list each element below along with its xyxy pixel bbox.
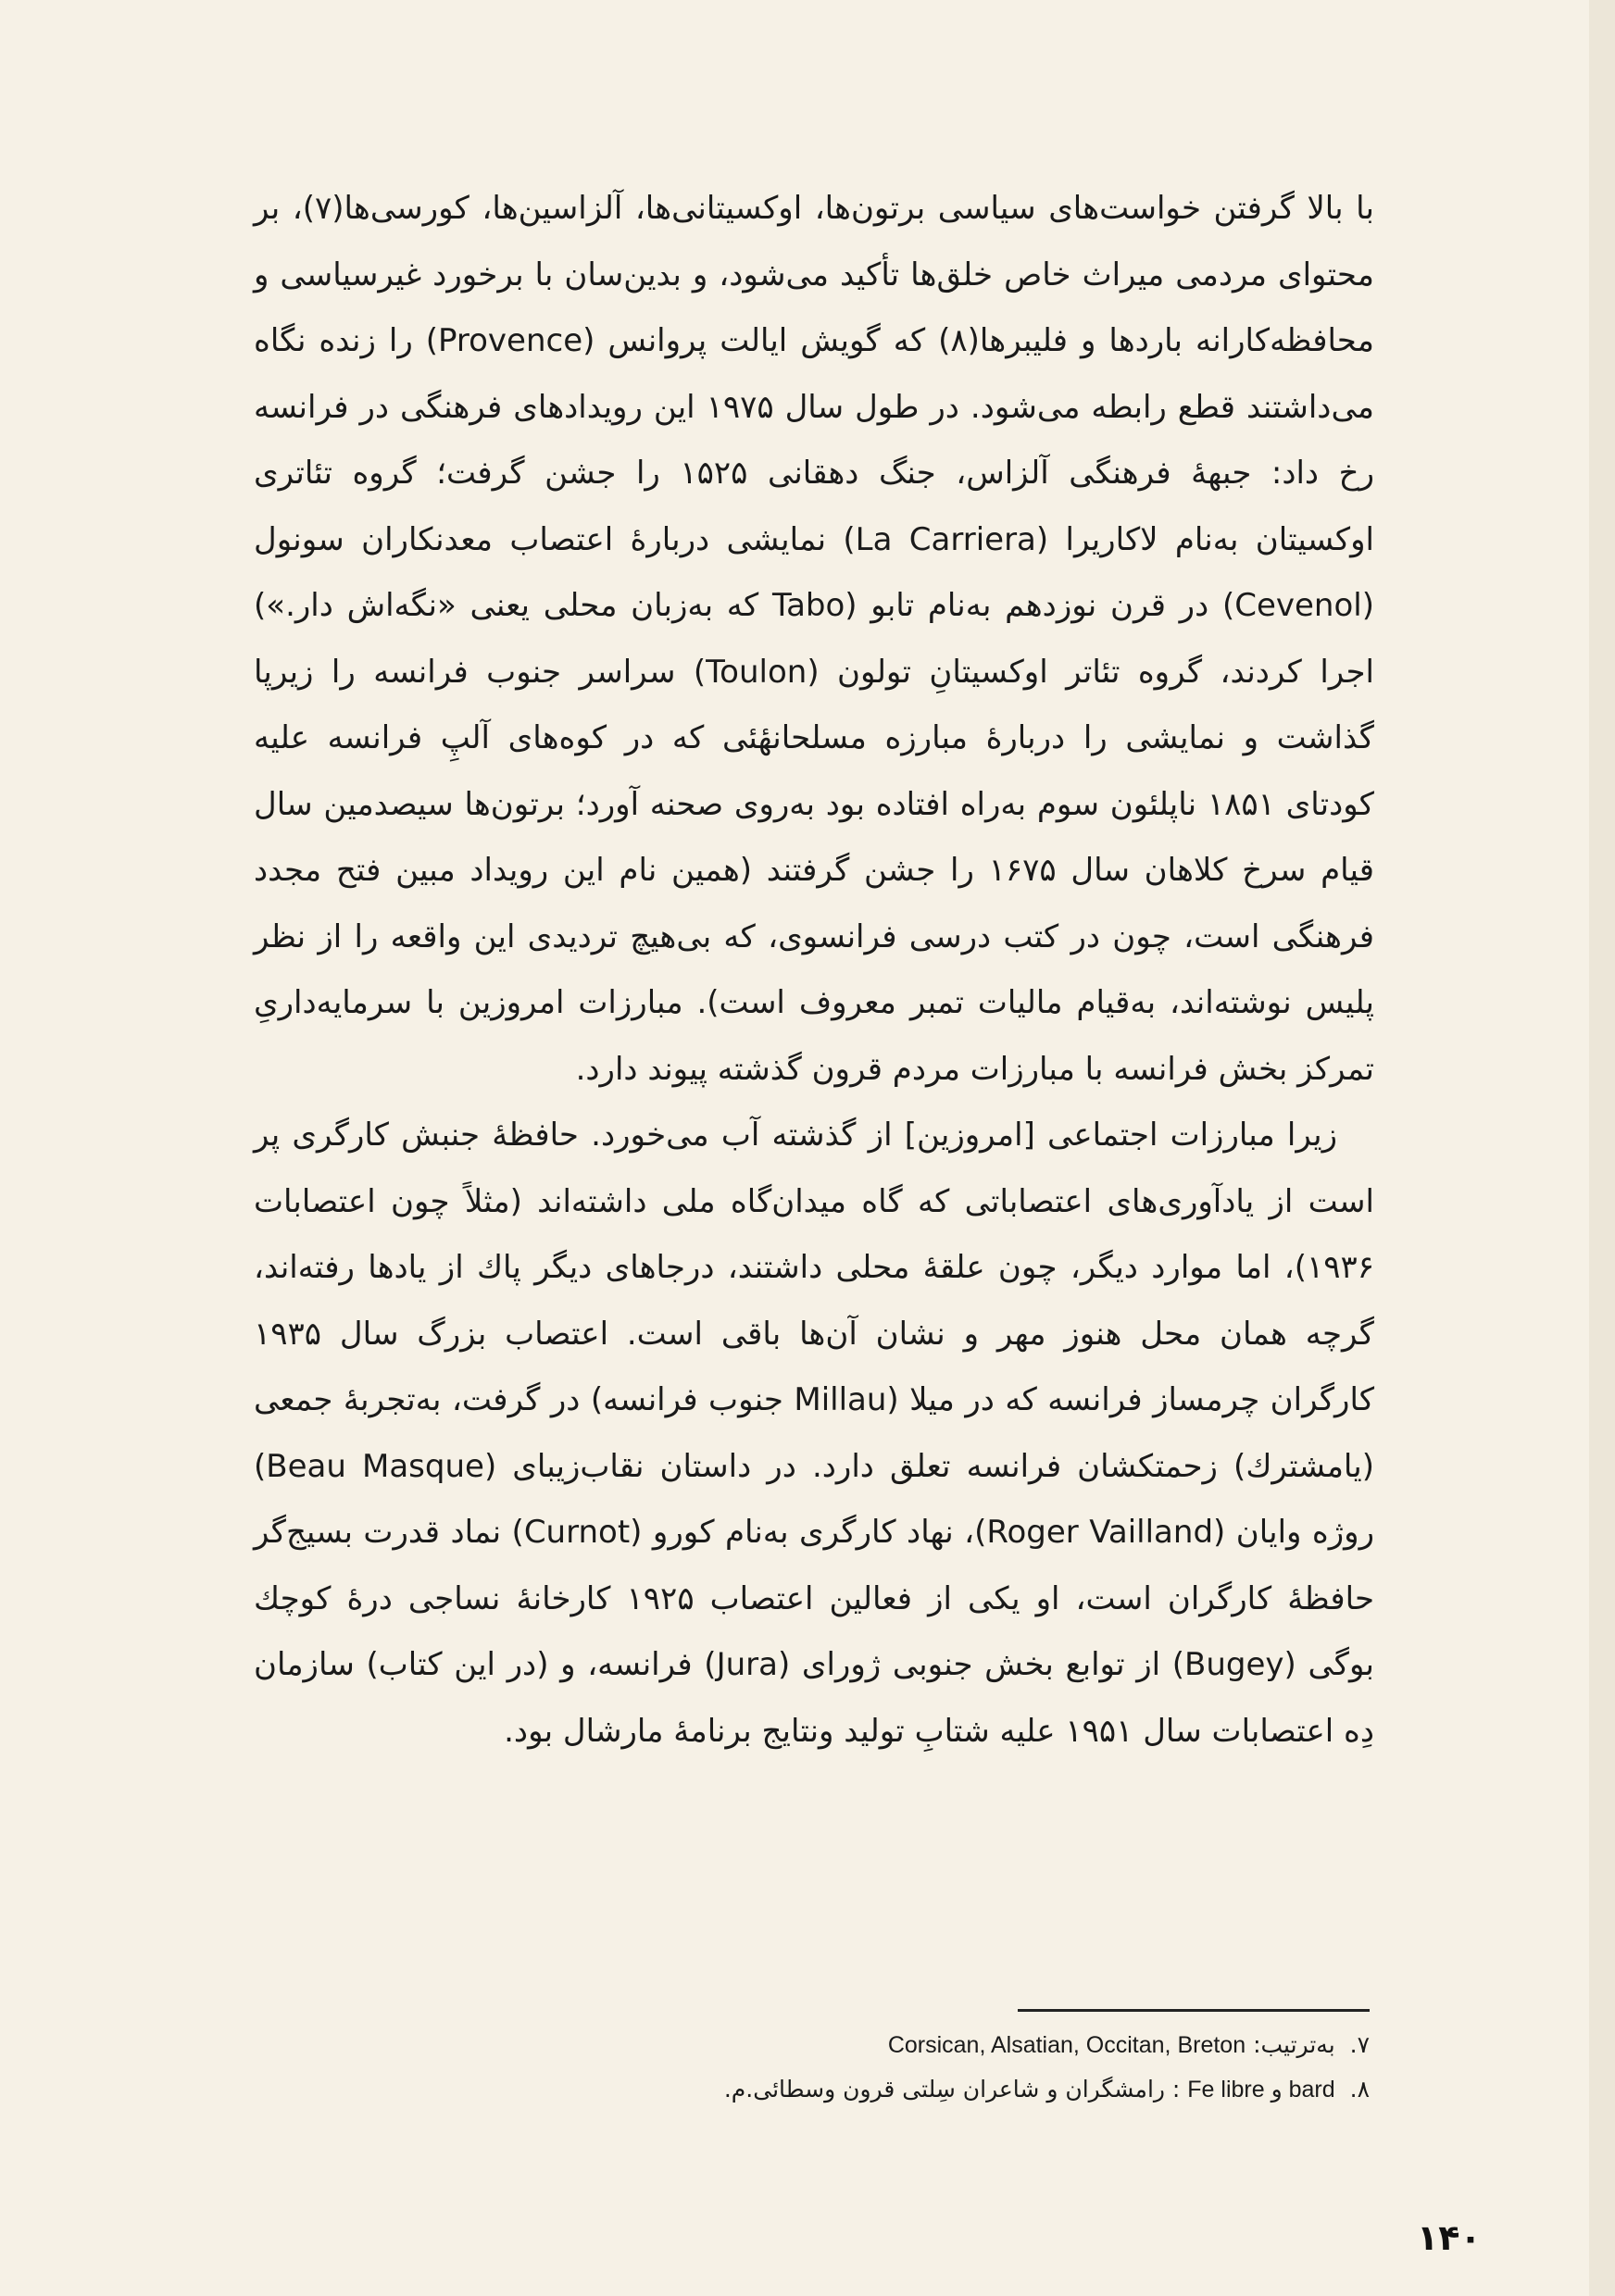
footnote-number: ۷. <box>1349 2031 1370 2058</box>
footnotes <box>258 2023 1370 2112</box>
paragraph-2: زیرا مبارزات اجتماعی [امروزین] از گذشته آب می‌خورد. حافظهٔ جنبش کارگری پر است از یادآوری‌های اعتصاباتی که گاه میدان‌گاه ملی داشته‌اند (مثلاً چون اعتصابات ۱۹۳۶)، اما موارد دیگر، چون علقهٔ محلی داشتند، درجاهای دیگر پاك از یادها رفته‌اند، گرچه همان محل هنوز مهر و نشان آن‌ها باقی است. اعتصاب بزرگ سال ۱۹۳۵ کارگران چرمساز فرانسه که در میلا (Millau جنوب فرانسه) در گرفت، به‌تجربهٔ جمعی (یامشترك) زحمتکشان فرانسه تعلق دارد. در داستان نقاب‌زیبای (Beau Masque) روژه وایان (Roger Vailland)، نهاد کارگری به‌نام کورو (Curnot) نماد قدرت بسیج‌گر حافظهٔ کارگران است، او یکی از فعالین اعتصاب ۱۹۲۵ کارخانهٔ نساجی درهٔ کوچك بوگی (Bugey) از توابع بخش جنوبی ژورای (Jura) فرانسه، و (در این کتاب) سازمان دِه اعتصابات سال ۱۹۵۱ علیه شتابِ تولید ونتایج برنامهٔ مارشال بود. <box>254 1117 1375 1750</box>
footnote-separator <box>1018 2009 1370 2012</box>
footnote-text: : رامشگران و شاعران سِلتی قرون وسطائی.م. <box>723 2076 1181 2103</box>
footnote-latin-terms: Fe libre و bard <box>1187 2077 1335 2103</box>
footnote-latin-terms: Corsican, Alsatian, Occitan, Breton <box>887 2032 1246 2058</box>
body-text <box>254 176 1374 1765</box>
footnote-8 <box>258 2067 1370 2112</box>
paragraph-1: با بالا گرفتن خواست‌های سیاسی برتون‌ها، اوکسیتانی‌ها، آلزاسین‌ها، کورسی‌ها(۷)، بر محتوای مردمی میراث خاص خلق‌ها تأکید می‌شود، و بدین‌سان با برخورد غیرسیاسی و محافظه‌کارانه باردها و فلیبرها(۸) که گویش ایالت پروانس (Provence) را زنده نگاه می‌داشتند قطع رابطه می‌شود. در طول سال ۱۹۷۵ این رویدادهای فرهنگی در فرانسه رخ داد: جبههٔ فرهنگی آلزاس، جنگ دهقانی ۱۵۲۵ را جشن گرفت؛ گروه تئاتری اوکسیتان به‌نام لاکاریرا (La Carriera) نمایشی دربارهٔ اعتصاب معدنکاران سونول (Cevenol) در قرن نوزدهم به‌نام تابو (Tabo که به‌زبان محلی یعنی «نگه‌اش دار.») اجرا کردند، گروه تئاتر اوکسیتانِ تولون (Toulon) سراسر جنوب فرانسه را زیرپا گذاشت و نمایشی را دربارهٔ مبارزه مسلحانهٔئی که در کوه‌های آلپِ فرانسه علیه کودتای ۱۸۵۱ ناپلئون سوم به‌راه افتاده بود به‌روی صحنه آورد؛ برتون‌ها سیصدمین سال قیام سرخ کلاهان سال ۱۶۷۵ را جشن گرفتند (همین نام این رویداد مبین فتح مجدد فرهنگی است، چون در کتب درسی فرانسوی، که بی‌هیچ تردیدی این واقعه را از نظر پلیس نوشته‌اند، به‌قیام مالیات تمبر معروف است). مبارزات امروزین با سرمایه‌داریِ تمرکز بخش فرانسه با مبارزات مردم قرون گذشته پیوند دارد. <box>254 190 1374 1088</box>
footnote-number: ۸. <box>1349 2076 1370 2103</box>
page-edge-shadow <box>1589 0 1615 2296</box>
page-number: ۱۴۰ <box>1417 2217 1482 2258</box>
footnote-label: به‌ترتیب: <box>1253 2031 1335 2058</box>
footnote-7 <box>258 2023 1370 2067</box>
